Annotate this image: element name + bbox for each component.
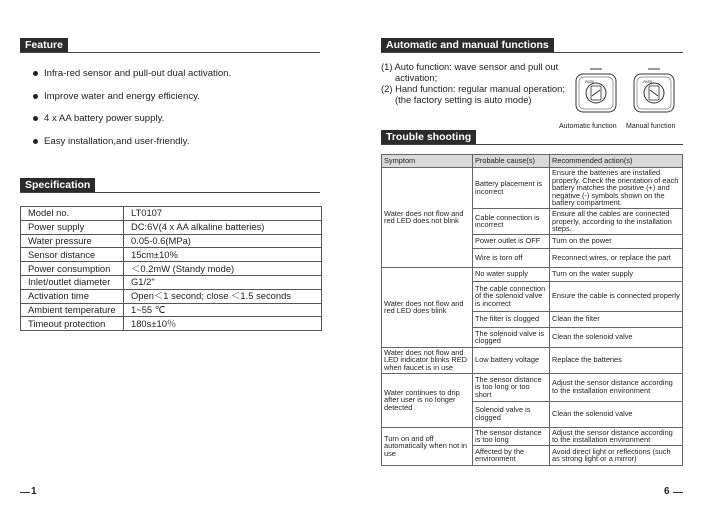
specification-section-header	[20, 178, 320, 192]
cause-cell: The filter is clogged	[473, 311, 550, 327]
auto-mode-label: Auto	[585, 79, 595, 84]
action-cell: Clean the solenoid valve	[550, 401, 683, 427]
feature-list	[33, 68, 333, 158]
feature-item: Easy installation,and user-friendly.	[33, 136, 333, 147]
spec-key: Power consumption	[21, 262, 124, 276]
auto-mode-label: Auto	[643, 79, 653, 84]
page-number-text: 6	[664, 486, 670, 497]
spec-value: DC:6V(4 x AA alkaline batteries)	[124, 220, 322, 234]
feature-heading: Feature	[20, 38, 68, 52]
trouble-table	[381, 154, 683, 466]
spec-key: Inlet/outlet diameter	[21, 275, 124, 289]
spec-row	[21, 248, 322, 262]
manual-function-caption: Manual function	[626, 123, 676, 130]
action-cell: Ensure the batteries are installed properly. Check the orientation of each battery matches the positive (+) and negative (-) symbols shown on the battery compartment.	[550, 168, 683, 209]
cause-cell: Affected by the environment	[473, 445, 550, 465]
action-cell: Replace the batteries	[550, 347, 683, 373]
action-cell: Reconnect wires, or replace the part	[550, 248, 683, 267]
spec-key: Activation time	[21, 289, 124, 303]
spec-key: Ambient temperature	[21, 303, 124, 317]
symptom-cell: Water does not flow and red LED does blink	[382, 267, 473, 347]
cause-cell: Battery placement is incorrect	[473, 168, 550, 209]
table-row	[382, 347, 683, 373]
functions-section-header	[381, 38, 683, 52]
valve-knob-icon	[568, 66, 623, 116]
action-cell: Clean the filter	[550, 311, 683, 327]
spec-value: G1/2"	[124, 275, 322, 289]
spec-row	[21, 220, 322, 234]
spec-row	[21, 289, 322, 303]
feature-item: Improve water and energy efficiency.	[33, 91, 333, 102]
cause-cell: No water supply	[473, 267, 550, 281]
table-row	[382, 373, 683, 401]
action-cell: Turn on the water supply	[550, 267, 683, 281]
cause-cell: The cable connection of the solenoid valve is incorrect	[473, 281, 550, 311]
action-cell: Clean the solenoid valve	[550, 327, 683, 347]
action-cell: Avoid direct light or reflections (such as strong light or a mirror)	[550, 445, 683, 465]
cause-cell: Solenoid valve is clogged	[473, 401, 550, 427]
feature-item: 4 x AA battery power supply.	[33, 113, 333, 124]
spec-key: Water pressure	[21, 234, 124, 248]
spec-row	[21, 207, 322, 221]
right-page-number	[664, 486, 694, 498]
spec-row	[21, 234, 322, 248]
cause-cell: Wire is torn off	[473, 248, 550, 267]
functions-heading: Automatic and manual functions	[381, 38, 554, 52]
spec-key: Timeout protection	[21, 317, 124, 331]
left-page-number	[20, 486, 50, 498]
cause-cell: Low battery voltage	[473, 347, 550, 373]
cause-cell: The solenoid valve is clogged	[473, 327, 550, 347]
column-header: Recommended action(s)	[550, 155, 683, 168]
action-cell: Ensure all the cables are connected properly, according to the installation steps.	[550, 208, 683, 234]
table-row	[382, 267, 683, 281]
spec-value: 180s±10％	[124, 317, 322, 331]
symptom-cell: Water continues to drip after user is no longer detected	[382, 373, 473, 427]
trouble-header-row	[382, 155, 683, 168]
automatic-function-figure	[568, 66, 623, 116]
functions-list	[381, 61, 566, 105]
trouble-section-header	[381, 130, 683, 144]
symptom-cell: Turn on and off automatically when not in use	[382, 427, 473, 465]
specification-heading: Specification	[20, 178, 95, 192]
manual-function-figure	[626, 66, 681, 116]
page-number-text: 1	[31, 486, 37, 497]
functions-heading-rule	[381, 52, 683, 53]
feature-section-header	[20, 38, 320, 52]
action-cell: Adjust the sensor distance according to the installation environment	[550, 427, 683, 445]
page-number-dash	[20, 492, 30, 493]
spec-value: 1~55 ℃	[124, 303, 322, 317]
table-row	[382, 168, 683, 209]
action-cell: Turn on the power	[550, 234, 683, 248]
specification-table	[20, 206, 322, 331]
cause-cell: The sensor distance is too long	[473, 427, 550, 445]
spec-row	[21, 317, 322, 331]
cause-cell: Power outlet is OFF	[473, 234, 550, 248]
spec-key: Model no.	[21, 207, 124, 221]
spec-key: Sensor distance	[21, 248, 124, 262]
spec-value: 15cm±10%	[124, 248, 322, 262]
valve-knob-icon	[626, 66, 681, 116]
table-row	[382, 427, 683, 445]
cause-cell: Cable connection is incorrect	[473, 208, 550, 234]
spec-value: LT0107	[124, 207, 322, 221]
function-item: (1) Auto function: wave sensor and pull out activation;	[381, 61, 559, 83]
cause-cell: The sensor distance is too long or too short	[473, 373, 550, 401]
feature-item: Infra-red sensor and pull-out dual activation.	[33, 68, 333, 79]
spec-row	[21, 275, 322, 289]
symptom-cell: Water does not flow and red LED does not blink	[382, 168, 473, 268]
function-item: (2) Hand function: regular manual operation; (the factory setting is auto mode)	[381, 83, 565, 105]
column-header: Probable cause(s)	[473, 155, 550, 168]
automatic-function-caption: Automatic function	[559, 123, 617, 130]
spec-row	[21, 303, 322, 317]
spec-value: Open＜1 second; close ＜1.5 seconds	[124, 289, 322, 303]
action-cell: Ensure the cable is connected properly	[550, 281, 683, 311]
spec-row	[21, 262, 322, 276]
symptom-cell: Water does not flow and LED indicator blinks RED when faucet is in use	[382, 347, 473, 373]
specification-heading-rule	[20, 192, 320, 193]
spec-value: ＜0.2mW (Standy mode)	[124, 262, 322, 276]
spec-key: Power supply	[21, 220, 124, 234]
action-cell: Adjust the sensor distance according to the installation environment	[550, 373, 683, 401]
page-number-dash	[673, 492, 683, 493]
feature-heading-rule	[20, 52, 320, 53]
trouble-heading-rule	[381, 144, 683, 145]
spec-value: 0.05-0.6(MPa)	[124, 234, 322, 248]
column-header: Symptom	[382, 155, 473, 168]
trouble-heading: Trouble shooting	[381, 130, 476, 144]
